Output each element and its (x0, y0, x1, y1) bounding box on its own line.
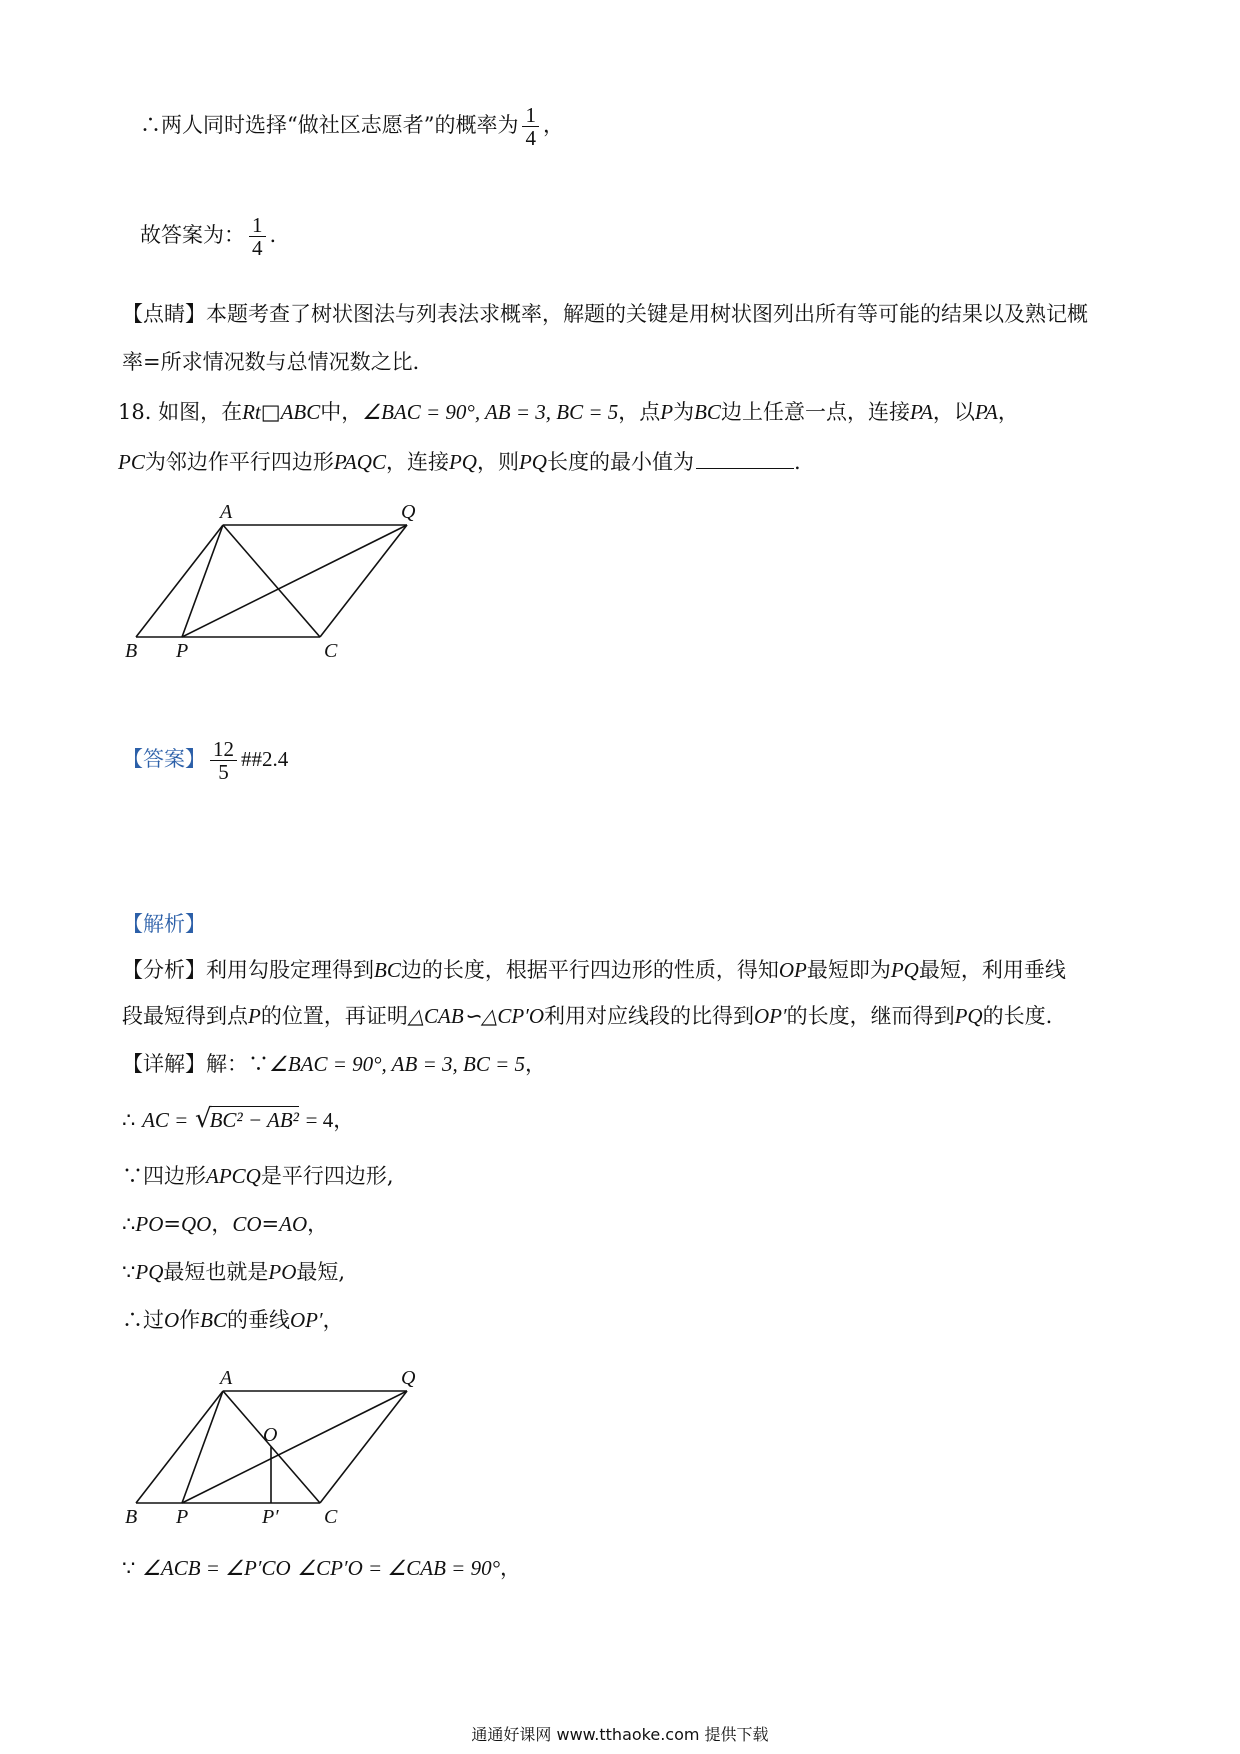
xiangjie-tag: 【详解】 (122, 1052, 206, 1076)
math: APCQ (206, 1164, 261, 1188)
text: ∴ (122, 1212, 136, 1236)
text: ， (211, 1212, 233, 1236)
numerator: 1 (249, 214, 266, 237)
math: PA (909, 400, 933, 424)
dianjing-tag: 【点睛】 (122, 302, 206, 326)
text: 为 (673, 400, 695, 424)
figure-1-parallelogram (120, 500, 440, 670)
math: ∠BAC = 90°, AB = 3, BC = 5 (269, 1052, 526, 1076)
segment-ac (223, 525, 320, 637)
text: 解：∵ (206, 1052, 269, 1076)
step-ac-line (122, 1104, 354, 1135)
math: AO (279, 1212, 308, 1236)
text: ， (542, 113, 564, 138)
footer-text: 通通好课网 www.tthaoke.com 提供下载 (471, 1725, 769, 1744)
segment-cq (320, 1391, 407, 1503)
step-pq-shortest-line (122, 1260, 345, 1285)
text: ∴两人同时选择“做社区志愿者”的概率为 (140, 113, 519, 138)
math: OP′ (290, 1308, 323, 1332)
sqrt-sign: √ (195, 1104, 212, 1134)
text: 本题考查了树状图法与列表法求概率，解题的关键是用树状图列出所有等可能的结果以及熟记概 (206, 302, 1088, 326)
dianjing-line-1 (122, 302, 1088, 327)
math: P (248, 1004, 261, 1028)
dianjing-line-2 (122, 350, 434, 375)
text: 最短即为 (806, 958, 891, 982)
label-b: B (125, 1506, 138, 1528)
jiexi-tag (122, 912, 206, 937)
text: . (793, 450, 801, 474)
label-p: P (176, 640, 189, 662)
fenxi-line-1 (122, 958, 1066, 983)
math: BC (200, 1308, 228, 1332)
step-parallelogram-line (122, 1164, 394, 1189)
figure-2-parallelogram-with-perpendicular (120, 1366, 440, 1536)
text: = (261, 1212, 280, 1236)
segment-pq (182, 1391, 407, 1503)
text: 最短, (296, 1260, 346, 1284)
text: □ (260, 400, 281, 424)
text: ，连接 (385, 450, 449, 474)
text: 为邻边作平行四边形 (144, 450, 334, 474)
math: O (164, 1308, 180, 1332)
math: PAQC (333, 450, 386, 474)
text: ∴ (122, 1108, 136, 1132)
probability-line (140, 104, 564, 149)
text: 最短也就是 (163, 1260, 269, 1284)
step-angles-line (122, 1556, 521, 1581)
answer-line (122, 738, 288, 783)
question-18-line-1 (118, 400, 1019, 425)
text: 的长度. (982, 1004, 1053, 1028)
text: 利用对应线段的比得到 (543, 1004, 754, 1028)
segment-ba (136, 525, 223, 637)
text: 是平行四边形, (260, 1164, 394, 1188)
math: PQ (135, 1260, 164, 1284)
text: 的长度，继而得到 (786, 1004, 955, 1028)
text: ， (500, 1556, 521, 1580)
math: PC (118, 450, 145, 474)
math: PO (268, 1260, 297, 1284)
segment-cq (320, 525, 407, 637)
answer-is-line (140, 214, 276, 259)
math: ABC (280, 400, 321, 424)
fenxi-line-2 (122, 1004, 1052, 1029)
label-c: C (324, 1506, 338, 1528)
answer-blank (696, 468, 794, 469)
math: OP (778, 958, 807, 982)
text: 18. 如图，在 (118, 400, 243, 424)
math: △CAB∽△CP′O (407, 1004, 544, 1028)
math: ∠CP′O = ∠CAB = 90° (297, 1556, 500, 1580)
label-o: O (263, 1424, 278, 1446)
denominator: 4 (525, 126, 536, 151)
math: OP′ (753, 1004, 787, 1028)
label-a: A (220, 501, 233, 523)
text: 【解析】 (122, 912, 206, 936)
math: PQ (518, 450, 547, 474)
text: ， (525, 1052, 547, 1076)
text: 利用勾股定理得到 (206, 958, 374, 982)
fraction (249, 214, 266, 259)
step-po-qo-line (122, 1212, 328, 1237)
math: PQ (448, 450, 477, 474)
math: P (660, 400, 674, 424)
answer-fraction (210, 738, 237, 783)
text: ，点 (618, 400, 661, 424)
text: ， (322, 1308, 344, 1332)
footer-watermark (0, 1722, 1240, 1745)
math: BC (374, 958, 401, 982)
text: ，以 (932, 400, 975, 424)
text: 中， (320, 400, 363, 424)
text: 长度的最小值为 (546, 450, 694, 474)
math: PO (135, 1212, 164, 1236)
math: = 4 (305, 1108, 334, 1132)
step-perpendicular-line (122, 1308, 344, 1333)
math: ∠ACB = ∠P′CO (142, 1556, 291, 1580)
text: ∵ (122, 1556, 136, 1580)
math: PQ (954, 1004, 983, 1028)
denominator: 4 (252, 236, 263, 261)
text: ， (333, 1108, 355, 1132)
label-p-prime: P′ (262, 1506, 279, 1528)
text: 的垂线 (227, 1308, 291, 1332)
label-q: Q (401, 501, 416, 523)
segment-pq (182, 525, 407, 637)
text: ， (997, 400, 1019, 424)
text: = (163, 1212, 181, 1236)
math: CO (232, 1212, 262, 1236)
text: . (269, 223, 277, 248)
text: 边的长度，根据平行四边形的性质，得知 (400, 958, 779, 982)
text: 边上任意一点，连接 (720, 400, 910, 424)
text: 最短，利用垂线 (918, 958, 1066, 982)
question-18-line-2 (118, 450, 801, 475)
label-q: Q (401, 1367, 416, 1389)
math: AC = (142, 1108, 189, 1132)
numerator: 1 (522, 104, 539, 127)
numerator: 12 (210, 738, 237, 761)
denominator: 5 (218, 760, 229, 785)
text: 作 (179, 1308, 201, 1332)
text: ， (307, 1212, 329, 1236)
segment-ba (136, 1391, 223, 1503)
label-p: P (176, 1506, 189, 1528)
text: 段最短得到点 (122, 1004, 248, 1028)
math: ∠BAC = 90°, AB = 3, BC = 5 (362, 400, 619, 424)
xiangjie-line-1 (122, 1052, 546, 1077)
label-a: A (220, 1367, 233, 1389)
text: ∴过 (122, 1308, 164, 1332)
fraction (522, 104, 539, 149)
math: PQ (890, 958, 919, 982)
math: QO (180, 1212, 212, 1236)
fenxi-tag: 【分析】 (122, 958, 206, 982)
answer-tag: 【答案】 (122, 747, 206, 772)
text: ，则 (476, 450, 519, 474)
text: 的位置，再证明 (260, 1004, 408, 1028)
text: 故答案为： (140, 223, 245, 248)
math-radicand: BC² − AB² (209, 1108, 299, 1132)
math: Rt (242, 400, 261, 424)
math: BC (694, 400, 721, 424)
text: 率=所求情况数与总情况数之比． (122, 350, 434, 374)
text: ∵四边形 (122, 1164, 206, 1188)
answer-decimal: ##2.4 (241, 747, 289, 772)
text: ∵ (122, 1260, 136, 1284)
label-b: B (125, 640, 138, 662)
label-c: C (324, 640, 338, 662)
math: PA (974, 400, 998, 424)
